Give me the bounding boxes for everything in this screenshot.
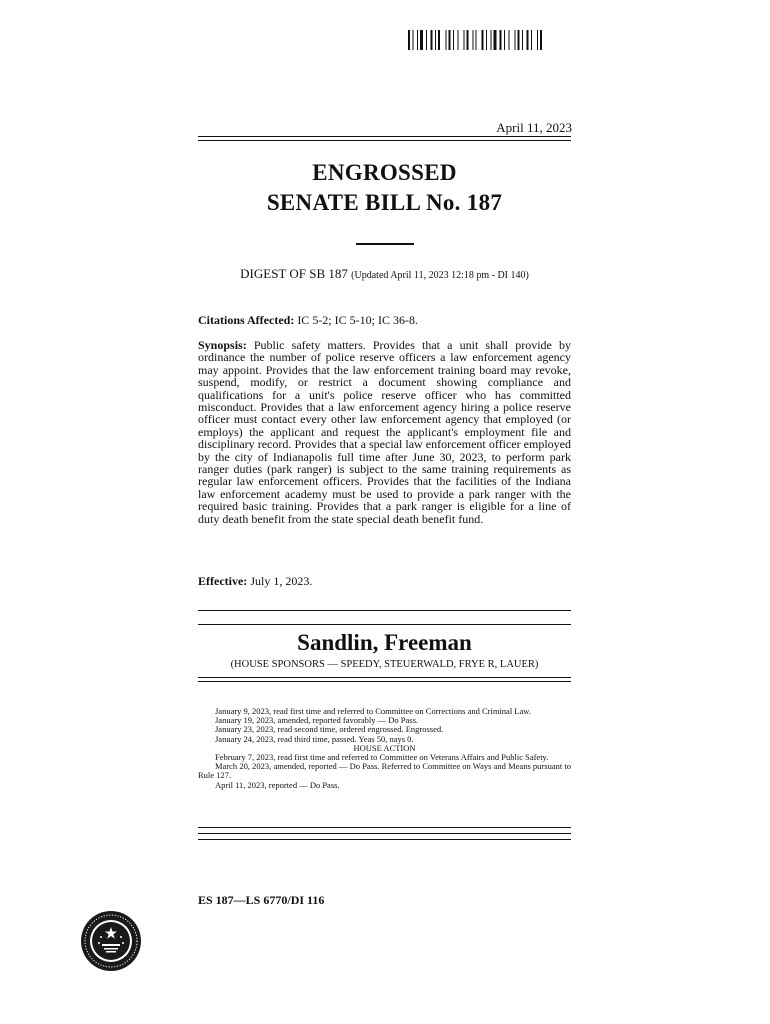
house-sponsors: (HOUSE SPONSORS — SPEEDY, STEUERWALD, FRYE R, LAUER) [230,659,539,670]
action-item: January 19, 2023, amended, reported favorably — Do Pass. [215,715,419,726]
actions-rule-1 [198,827,571,828]
sponsor-rule-bottom [198,677,571,682]
effective-value: July 1, 2023. [250,574,313,588]
house-action-item: February 7, 2023, read first time and referred to Committee on Veterans Affairs and Public Safety. [215,752,549,763]
title-divider [356,243,414,245]
house-action-heading: HOUSE ACTION [353,742,416,753]
legislative-actions [198,707,571,790]
actions-rule-3 [198,839,571,840]
citations-affected [198,314,571,326]
bill-identifier: ES 187—LS 6770/DI 116 [198,893,325,907]
synopsis-label: Synopsis: [198,338,247,352]
actions-rule-2 [198,833,571,834]
sponsor-rule-top-2 [198,624,571,625]
synopsis-text: Public safety matters. Provides that a unit shall provide by ordinance the number of police reserve officers a law enforcement agency may appoint. Provides that the law enforcement training board may revoke, suspend, modify, or restrict a document showing compliance and qualifications for a unit's police reserve officer who has committed misconduct. Provides that a law enforcement agency hiring a police reserve officer must contact every other law enforcement agency that employed (or employs) the applicant and request the applicant's employment file and disciplinary record. Provides that a special law enforcement officer employed by the city of Indianapolis full time after June 30, 2023, to perform park ranger duties (park ranger) is subject to the same training requirements as regular law enforcement officers. Provides that the facilities of the Indiana law enforcement academy must be used to provide a park ranger with the required basic training. Provides that a park ranger is eligible for a line of duty death benefit from the state special death benefit fund. [198,338,572,526]
indiana-state-seal-icon [80,910,142,972]
barcode-icon [408,30,588,50]
citations-value: IC 5-2; IC 5-10; IC 36-8. [297,313,418,327]
senate-sponsors: Sandlin, Freeman [297,630,472,655]
digest-line [198,266,571,282]
effective-date [198,575,571,587]
sponsor-rule-top [198,610,571,611]
effective-label: Effective: [198,574,248,588]
bill-title-line2: SENATE BILL No. 187 [266,190,503,215]
house-action-item: March 20, 2023, amended, reported — Do Pass. Referred to Committee on Ways and Means pursuant to Rule 127. [198,761,571,781]
bill-title [198,158,571,218]
house-action-item: April 11, 2023, reported — Do Pass. [215,779,340,790]
action-item: January 23, 2023, read second time, ordered engrossed. Engrossed. [215,724,444,735]
action-item: January 24, 2023, read third time, passed. Yeas 50, nays 0. [215,733,414,744]
bill-date: April 11, 2023 [496,120,572,135]
synopsis [198,339,571,525]
digest-title: DIGEST OF SB 187 [240,266,348,281]
citations-label: Citations Affected: [198,313,295,327]
action-item: January 9, 2023, read first time and referred to Committee on Corrections and Criminal Law. [215,706,531,716]
bill-title-line1: ENGROSSED [312,160,457,185]
digest-updated: (Updated April 11, 2023 12:18 pm - DI 140) [351,270,529,281]
header-rule [198,136,571,141]
